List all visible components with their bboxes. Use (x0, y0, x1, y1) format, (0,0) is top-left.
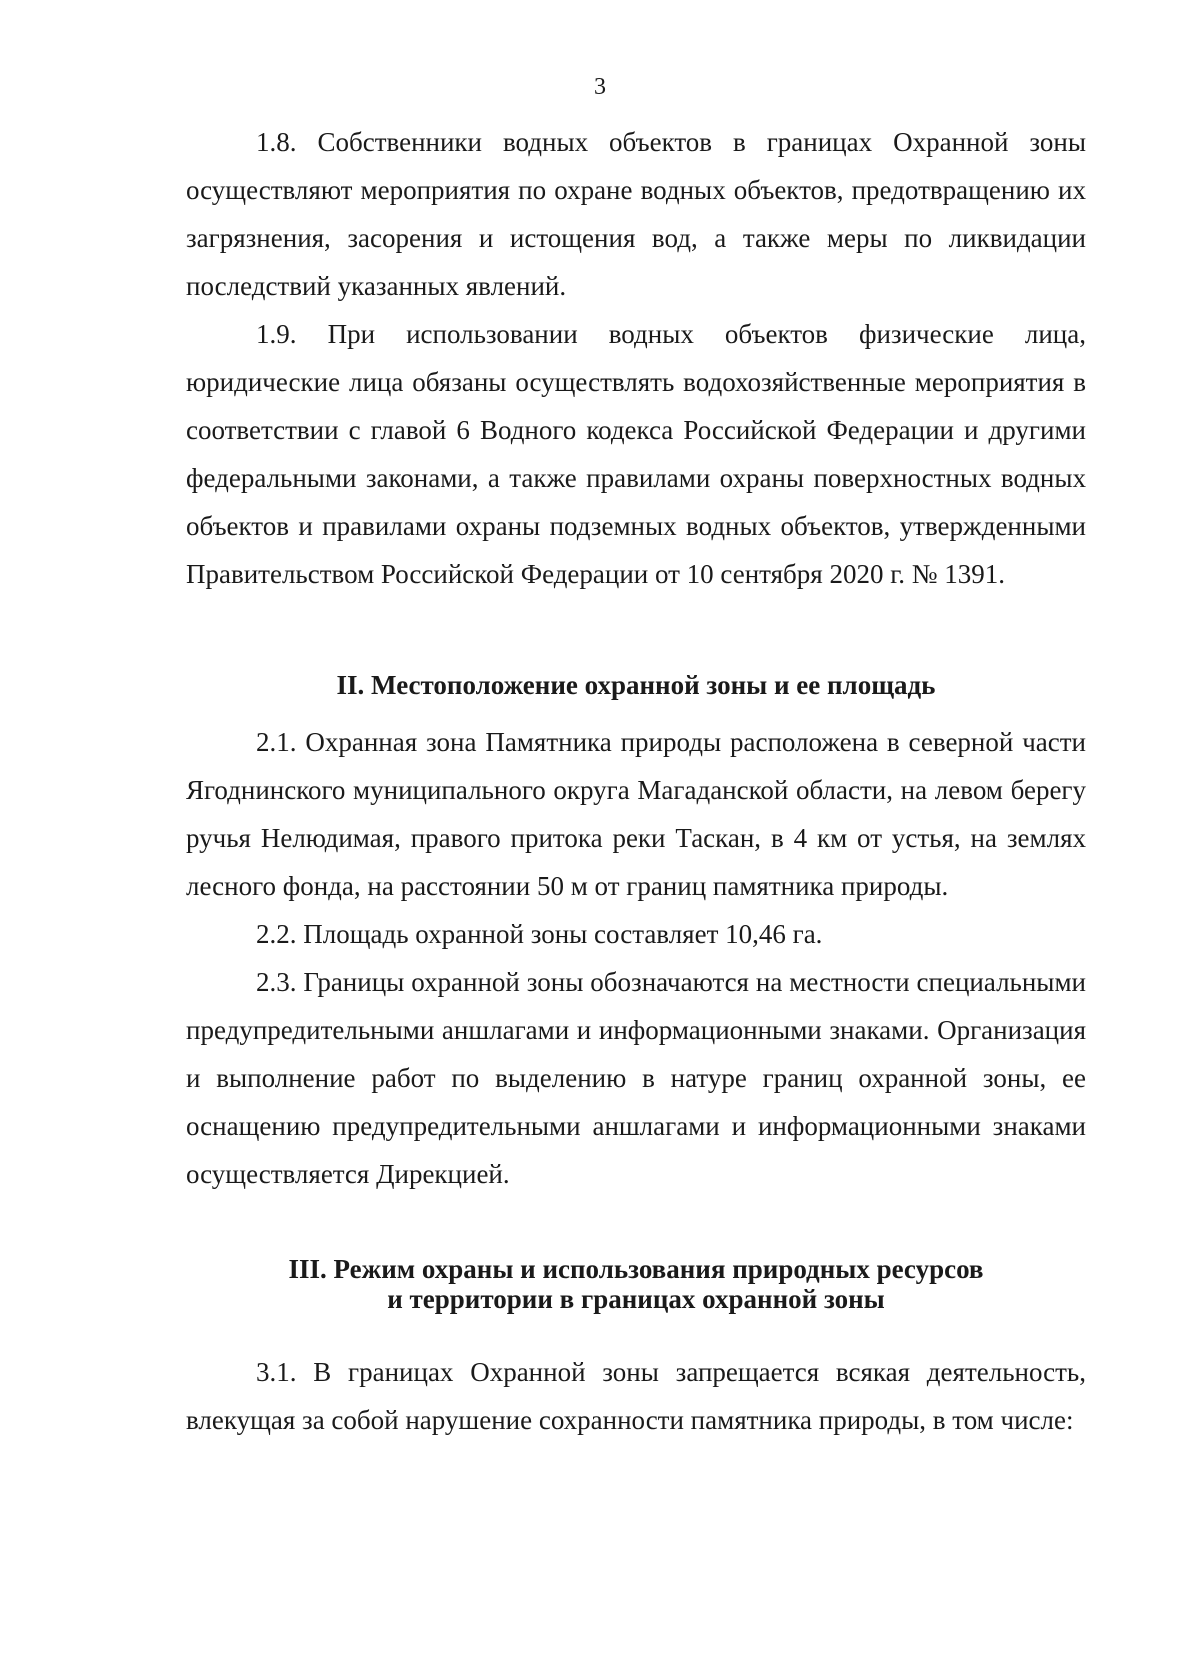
page-number: 3 (594, 74, 606, 100)
paragraph-2-3: 2.3. Границы охранной зоны обозначаются на местности специальными предупредительными аншлагами и информационными знаками. Организация и выполнение работ по выделению в натуре границ охранной зоны, ее оснащению предупредительными аншлагами и информационными знаками осуществляется Дирекцией. (186, 967, 1086, 1189)
section-3-heading-line-2: и территории в границах охранной зоны (387, 1284, 885, 1314)
paragraph-1-8: 1.8. Собственники водных объектов в границах Охранной зоны осуществляют мероприятия по охране водных объектов, предотвращению их загрязнения, засорения и истощения вод, а также меры по ликвидации последствий указанных явлений. (186, 127, 1086, 301)
paragraph-2-2: 2.2. Площадь охранной зоны составляет 10,46 га. (256, 919, 823, 949)
paragraph-3-1: 3.1. В границах Охранной зоны запрещается всякая деятельность, влекущая за собой нарушение сохранности памятника природы, в том числе: (186, 1357, 1086, 1435)
section-2-heading: II. Местоположение охранной зоны и ее площадь (336, 670, 936, 700)
document-body (186, 118, 1086, 1444)
paragraph-2-1: 2.1. Охранная зона Памятника природы расположена в северной части Ягоднинского муниципального округа Магаданской области, на левом берегу ручья Нелюдимая, правого притока реки Таскан, в 4 км от устья, на землях лесного фонда, на расстоянии 50 м от границ памятника природы. (186, 727, 1086, 901)
section-3-heading (186, 1254, 1086, 1314)
section-3-heading-line-1: III. Режим охраны и использования природных ресурсов (288, 1254, 984, 1284)
paragraph-1-9: 1.9. При использовании водных объектов физические лица, юридические лица обязаны осуществлять водохозяйственные мероприятия в соответствии с главой 6 Водного кодекса Российской Федерации и другими федеральными законами, а также правилами охраны поверхностных водных объектов и правилами охраны подземных водных объектов, утвержденными Правительством Российской Федерации от 10 сентября 2020 г. № 1391. (186, 319, 1086, 589)
